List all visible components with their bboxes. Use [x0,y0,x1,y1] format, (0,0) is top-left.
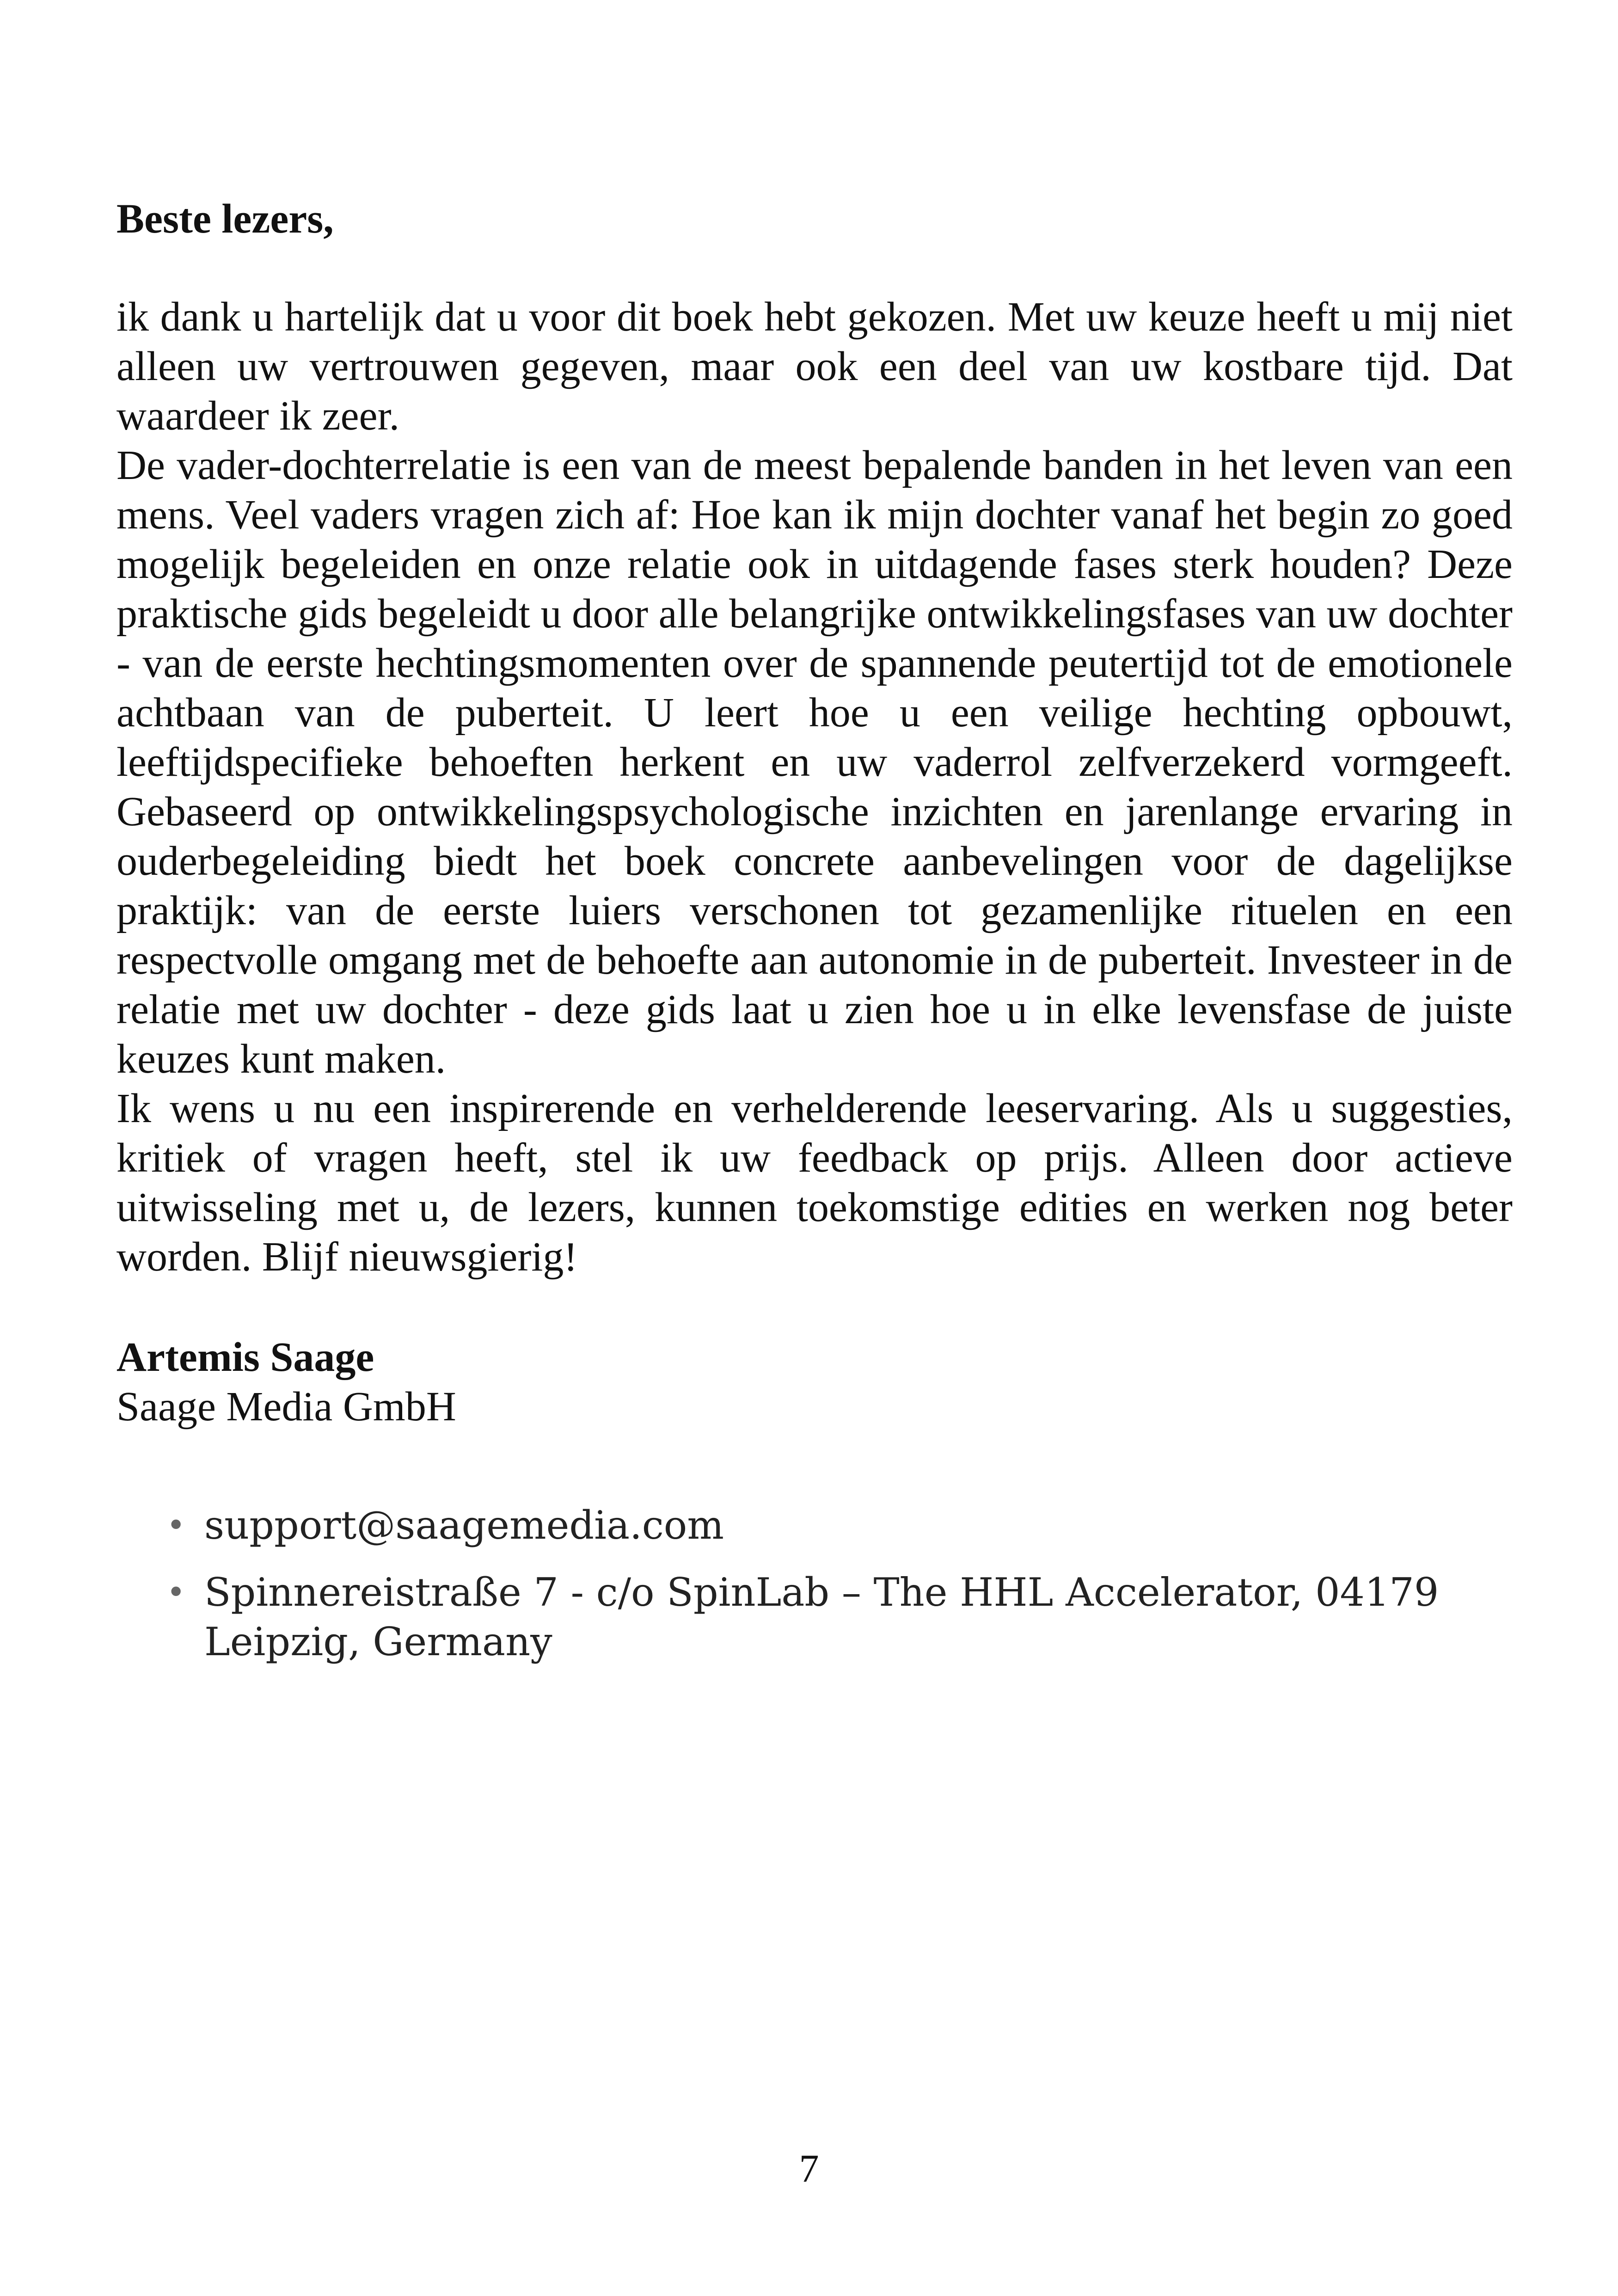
company-name: Saage Media GmbH [116,1384,456,1430]
bullet-icon: • [166,1573,186,1611]
contact-item-address [166,1568,1545,1667]
contact-list [116,1501,1545,1667]
address-text: Spinnereistraße 7 - c/o SpinLab – The HHL Accelerator, 04179 Leipzig, Germany [204,1570,1439,1664]
author-name: Artemis Saage [116,1334,374,1380]
page-number: 7 [799,2146,819,2191]
email-link[interactable]: support@saagemedia.com [204,1503,724,1548]
salutation: Beste lezers, [116,196,334,242]
bullet-icon: • [166,1506,186,1544]
signature-block [116,1332,1513,1431]
contact-item-email [166,1501,1545,1550]
paragraph-book-description: De vader-dochterrelatie is een van de meest bepalende banden in het leven van een mens. Veel vaders vragen zich af: Hoe kan ik mijn dochter vanaf het begin zo goed mogelijk begeleiden en onze relatie ook in uitdagende fases sterk houden? Deze praktische gids begeleidt u door alle belangrijke ontwikkelingsfases van uw dochter - van de eerste hechtingsmomenten over de spannende peutertijd tot de emotionele achtbaan van de puberteit. U leert hoe u een veilige hechting opbouwt, leeftijdspecifieke behoeften herkent en uw vaderrol zelfverzekerd vormgeeft. Gebaseerd op ontwikkelingspsychologische inzichten en jarenlange ervaring in ouderbegeleiding biedt het boek concrete aanbevelingen voor de dagelijkse praktijk: van de eerste luiers verschonen tot gezamenlijke rituelen en een respectvolle omgang met de behoefte aan autonomie in de puberteit. Investeer in de relatie met uw dochter - deze gids laat u zien hoe u in elke levensfase de juiste keuzes kunt maken. [116,442,1513,1082]
letter-body [116,194,1513,1684]
paragraph-closing: Ik wens u nu een inspirerende en verhelderende leeservaring. Als u suggesties, kritiek of vragen heeft, stel ik uw feedback op prijs. Alleen door actieve uitwisseling met u, de lezers, kunnen toekomstige edities en werken nog beter worden. Blijf nieuwsgierig! [116,1086,1513,1280]
paragraph-thanks: ik dank u hartelijk dat u voor dit boek hebt gekozen. Met uw keuze heeft u mij niet alleen uw vertrouwen gegeven, maar ook een deel van uw kostbare tijd. Dat waardeer ik zeer. [116,294,1513,439]
